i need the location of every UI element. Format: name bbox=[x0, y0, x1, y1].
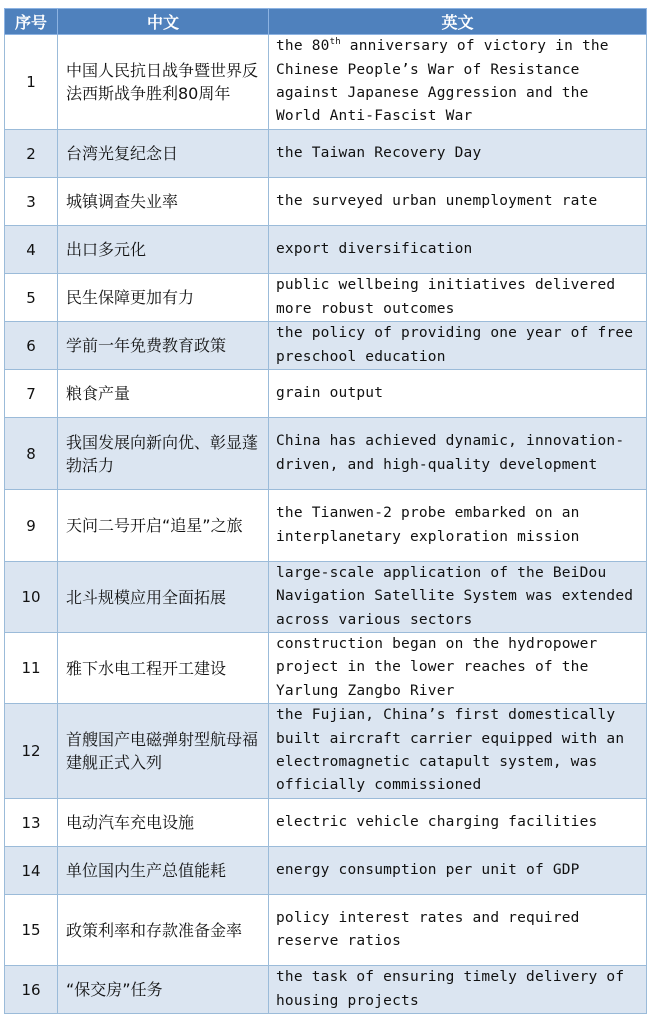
row-number: 6 bbox=[5, 322, 58, 370]
table-row bbox=[5, 966, 647, 1014]
header-chinese: 中文 bbox=[58, 9, 269, 35]
table-row bbox=[5, 35, 647, 130]
chinese-term: 台湾光复纪念日 bbox=[58, 130, 269, 178]
row-number: 12 bbox=[5, 704, 58, 799]
english-term: the surveyed urban unemployment rate bbox=[269, 178, 647, 226]
row-number: 9 bbox=[5, 490, 58, 562]
english-term: China has achieved dynamic, innovation-driven, and high-quality development bbox=[269, 418, 647, 490]
english-term: large-scale application of the BeiDou Navigation Satellite System was extended across various sectors bbox=[269, 562, 647, 633]
header-english: 英文 bbox=[269, 9, 647, 35]
english-term: the Taiwan Recovery Day bbox=[269, 130, 647, 178]
english-term: the Fujian, China’s first domestically built aircraft carrier equipped with an electromagnetic catapult system, was officially commissioned bbox=[269, 704, 647, 799]
table-row bbox=[5, 799, 647, 847]
row-number: 16 bbox=[5, 966, 58, 1014]
table-row bbox=[5, 633, 647, 704]
table-row bbox=[5, 895, 647, 966]
chinese-term: 单位国内生产总值能耗 bbox=[58, 847, 269, 895]
header-number: 序号 bbox=[5, 9, 58, 35]
table-row bbox=[5, 704, 647, 799]
english-term bbox=[269, 35, 647, 130]
table-row bbox=[5, 274, 647, 322]
row-number: 4 bbox=[5, 226, 58, 274]
row-number: 1 bbox=[5, 35, 58, 130]
table-row bbox=[5, 130, 647, 178]
row-number: 7 bbox=[5, 370, 58, 418]
chinese-term: 粮食产量 bbox=[58, 370, 269, 418]
row-number: 5 bbox=[5, 274, 58, 322]
chinese-term: 中国人民抗日战争暨世界反法西斯战争胜利80周年 bbox=[58, 35, 269, 130]
table-row bbox=[5, 226, 647, 274]
row-number: 11 bbox=[5, 633, 58, 704]
chinese-term: 学前一年免费教育政策 bbox=[58, 322, 269, 370]
table-row bbox=[5, 562, 647, 633]
chinese-term: 政策利率和存款准备金率 bbox=[58, 895, 269, 966]
row-number: 13 bbox=[5, 799, 58, 847]
row-number: 3 bbox=[5, 178, 58, 226]
chinese-term: 北斗规模应用全面拓展 bbox=[58, 562, 269, 633]
english-term: energy consumption per unit of GDP bbox=[269, 847, 647, 895]
english-term: the Tianwen-2 probe embarked on an interplanetary exploration mission bbox=[269, 490, 647, 562]
row-number: 10 bbox=[5, 562, 58, 633]
row-number: 2 bbox=[5, 130, 58, 178]
chinese-term: 雅下水电工程开工建设 bbox=[58, 633, 269, 704]
chinese-term: 城镇调查失业率 bbox=[58, 178, 269, 226]
chinese-term: 民生保障更加有力 bbox=[58, 274, 269, 322]
table-row bbox=[5, 322, 647, 370]
chinese-term: 出口多元化 bbox=[58, 226, 269, 274]
row-number: 14 bbox=[5, 847, 58, 895]
header-row bbox=[5, 9, 647, 35]
english-term: public wellbeing initiatives delivered more robust outcomes bbox=[269, 274, 647, 322]
english-term: policy interest rates and required reserve ratios bbox=[269, 895, 647, 966]
chinese-term: 电动汽车充电设施 bbox=[58, 799, 269, 847]
table-row bbox=[5, 370, 647, 418]
chinese-term: 天问二号开启“追星”之旅 bbox=[58, 490, 269, 562]
row-number: 15 bbox=[5, 895, 58, 966]
english-term: construction began on the hydropower project in the lower reaches of the Yarlung Zangbo River bbox=[269, 633, 647, 704]
english-term: export diversification bbox=[269, 226, 647, 274]
english-term-prefix: the 80 bbox=[276, 38, 330, 55]
table-row bbox=[5, 847, 647, 895]
chinese-term: “保交房”任务 bbox=[58, 966, 269, 1014]
table-row bbox=[5, 418, 647, 490]
table-row bbox=[5, 178, 647, 226]
ordinal-suffix: th bbox=[329, 37, 341, 48]
english-term: grain output bbox=[269, 370, 647, 418]
english-term-rest: anniversary of victory in the Chinese People’s War of Resistance against Japanese Aggression and the World Anti-Fascist War bbox=[276, 38, 609, 125]
glossary-table bbox=[4, 8, 647, 1014]
chinese-term: 首艘国产电磁弹射型航母福建舰正式入列 bbox=[58, 704, 269, 799]
chinese-term: 我国发展向新向优、彰显蓬勃活力 bbox=[58, 418, 269, 490]
english-term: the task of ensuring timely delivery of housing projects bbox=[269, 966, 647, 1014]
table-row bbox=[5, 490, 647, 562]
row-number: 8 bbox=[5, 418, 58, 490]
english-term: electric vehicle charging facilities bbox=[269, 799, 647, 847]
english-term: the policy of providing one year of free preschool education bbox=[269, 322, 647, 370]
